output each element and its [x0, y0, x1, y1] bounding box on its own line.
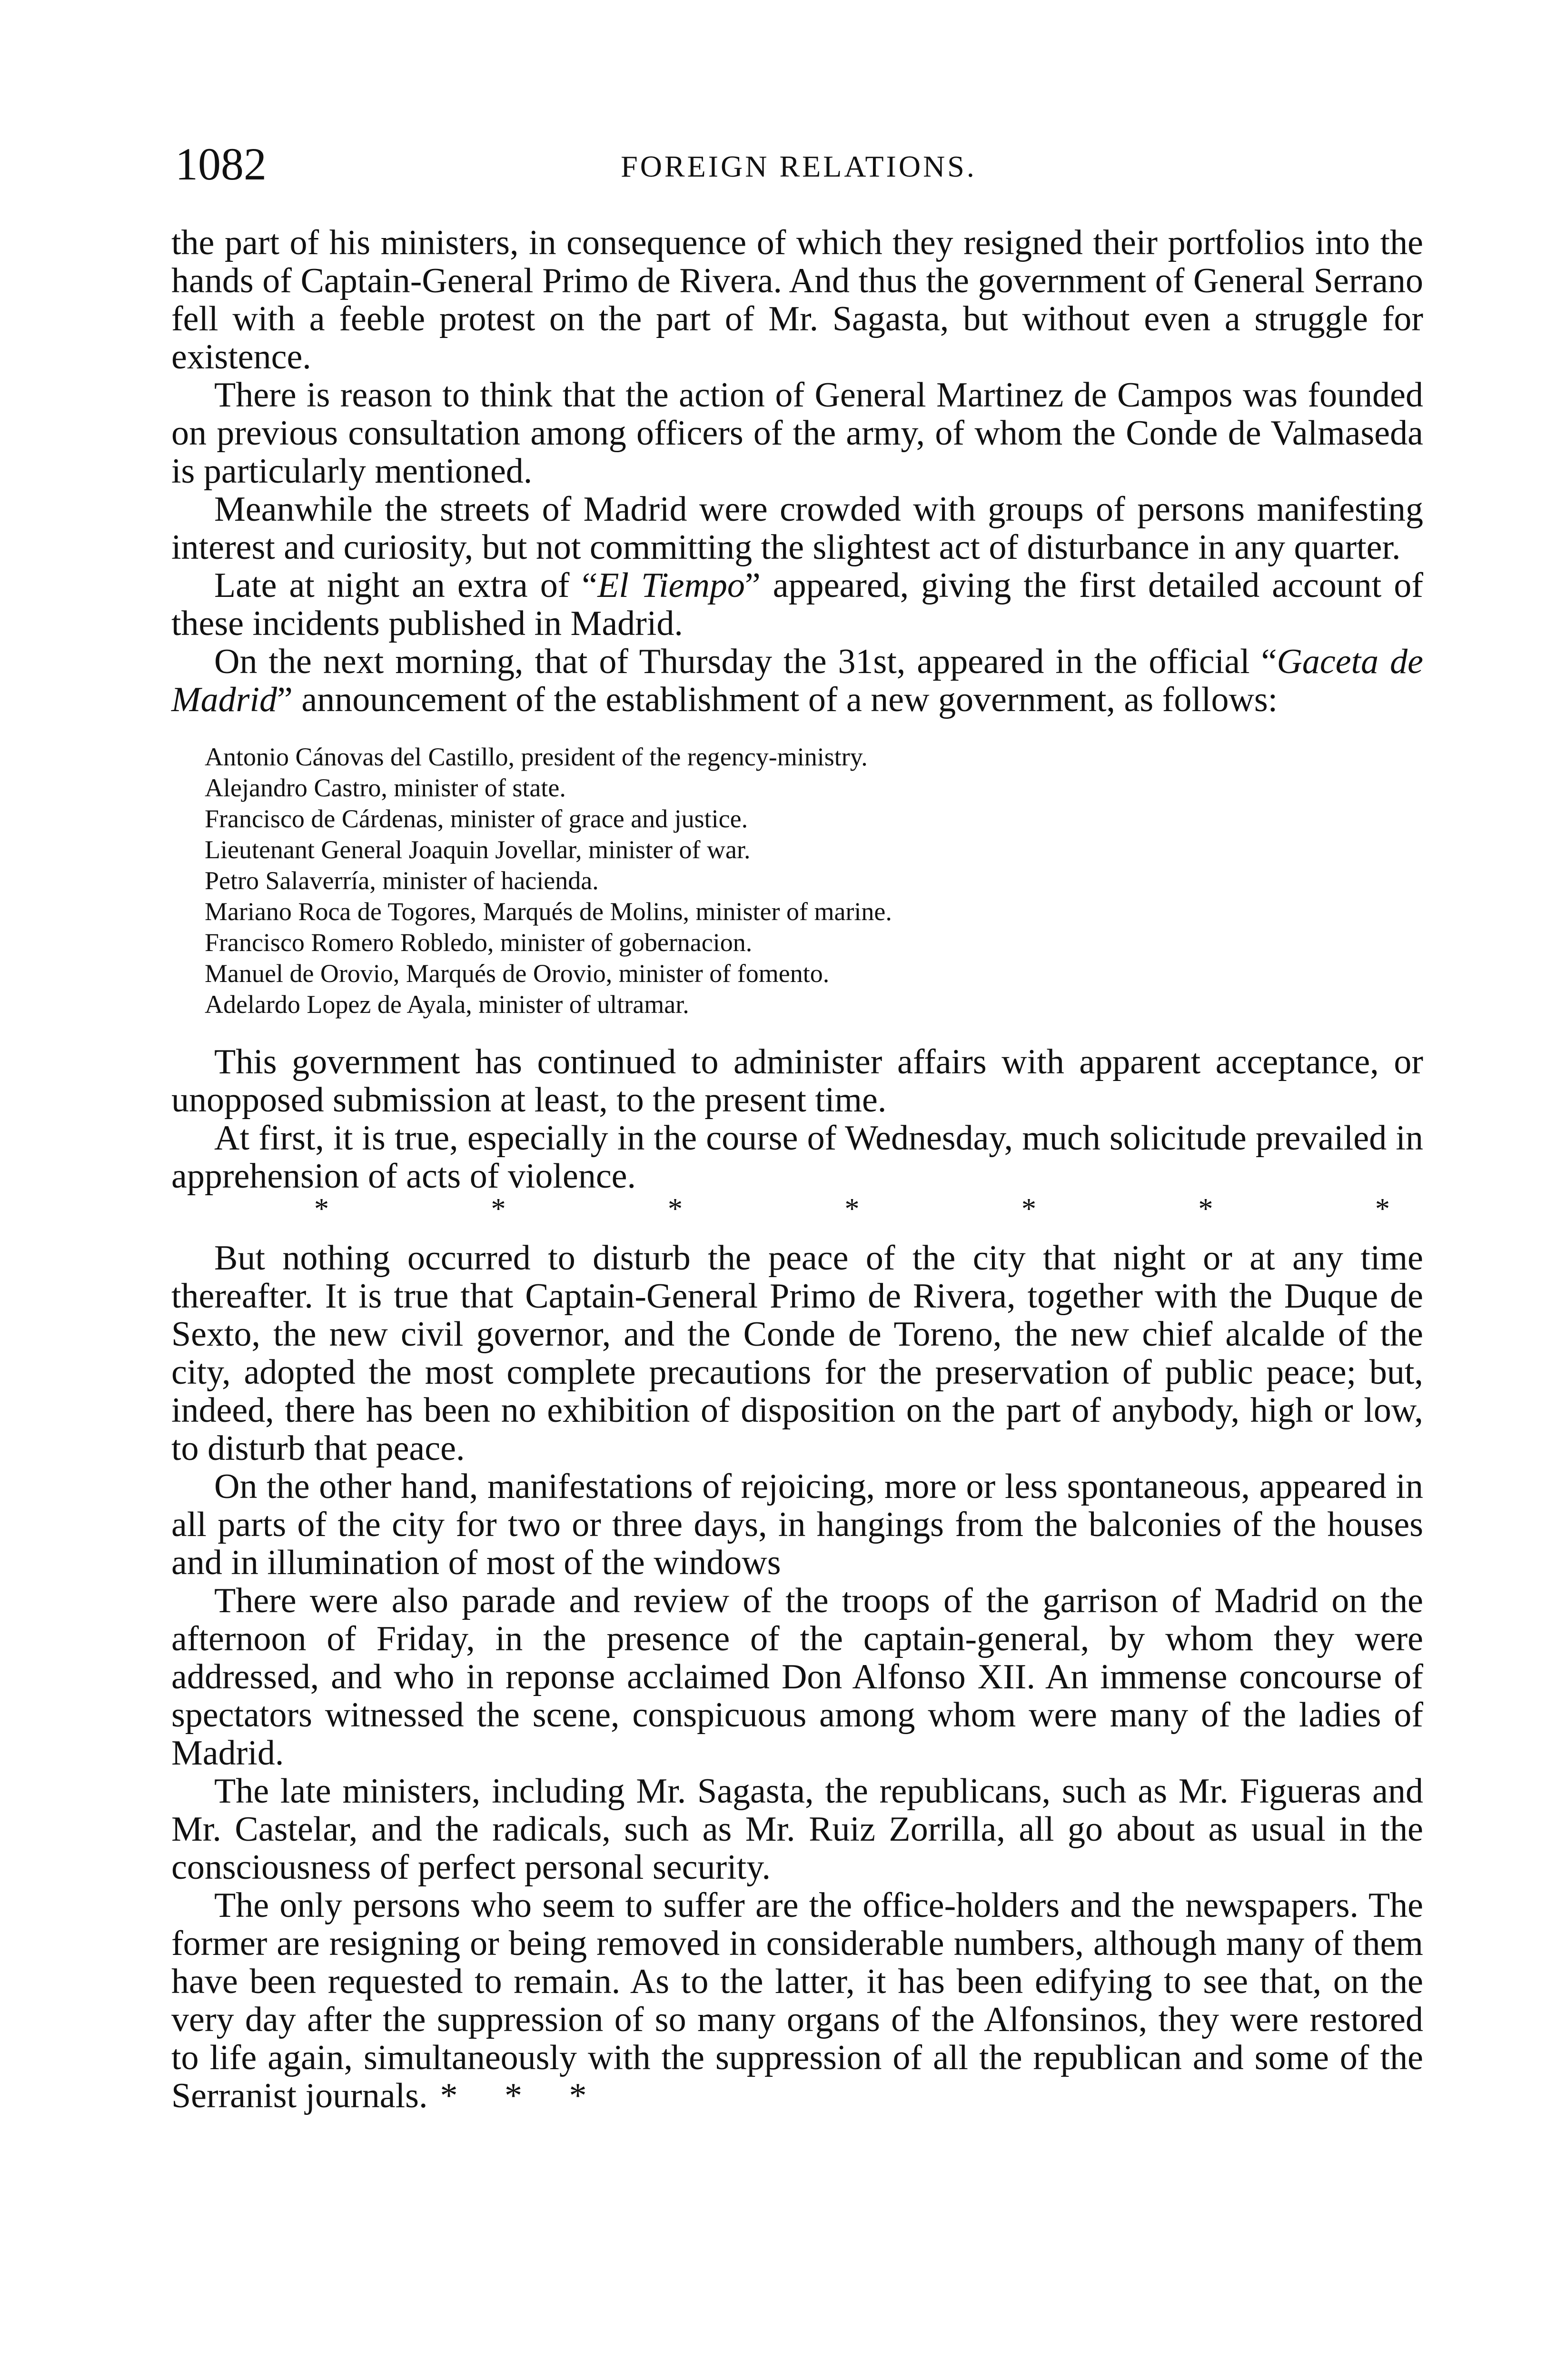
- star: *: [1021, 1193, 1036, 1225]
- star: *: [491, 1193, 506, 1225]
- paragraph: Meanwhile the streets of Madrid were crowded with groups of persons manifesting interest and curiosity, but not committing the slightest act of disturbance in any quarter.: [171, 490, 1423, 567]
- star: *: [314, 1193, 329, 1225]
- star: *: [1198, 1193, 1213, 1225]
- paragraph: [171, 1886, 1423, 2115]
- list-item: Francisco de Cárdenas, minister of grace and justice.: [205, 804, 748, 833]
- page-number: 1082: [175, 139, 267, 189]
- paragraph: There is reason to think that the action of General Martinez de Campos was founded on previous consultation among officers of the army, of whom the Conde de Valmaseda is particularly mentioned.: [171, 376, 1423, 491]
- paragraph: There were also parade and review of the troops of the garrison of Madrid on the afternoon of Friday, in the presence of the captain-general, by whom they were addressed, and who in reponse acclaimed Don Alfonso XII. An immense concourse of spectators witnessed the scene, conspicuous among whom were many of the ladies of Madrid.: [171, 1581, 1423, 1773]
- paragraph-text: On the next morning, that of Thursday the 31st, appeared in the official “: [214, 642, 1277, 681]
- ministers-list: [205, 742, 1423, 1020]
- paragraph-text: ” announcement of the establishment of a new government, as follows:: [277, 680, 1278, 719]
- star: *: [844, 1193, 860, 1225]
- paragraph: But nothing occurred to disturb the peace of the city that night or at any time thereafter. It is true that Captain-General Primo de Rivera, together with the Duque de Sexto, the new civil governor, and the Conde de Toreno, the new chief alcalde of the city, adopted the most complete precautions for the preservation of public peace; but, indeed, there has been no exhibition of disposition on the part of anybody, high or low, to disturb that peace.: [171, 1239, 1423, 1468]
- list-item: Mariano Roca de Togores, Marqués de Molins, minister of marine.: [205, 897, 892, 926]
- list-item: Francisco Romero Robledo, minister of gobernacion.: [205, 928, 753, 957]
- list-item: Antonio Cánovas del Castillo, president of the regency-ministry.: [205, 743, 868, 771]
- paragraph: At first, it is true, especially in the course of Wednesday, much solicitude prevailed in apprehension of acts of violence.: [171, 1119, 1423, 1196]
- paragraph: On the other hand, manifestations of rejoicing, more or less spontaneous, appeared in all parts of the city for two or three days, in hangings from the balconies of the houses and in illumination of most of the windows: [171, 1467, 1423, 1582]
- paragraph: the part of his ministers, in consequence of which they resigned their portfolios into the hands of Captain-General Primo de Rivera. And thus the government of General Serrano fell with a feeble protest on the part of Mr. Sagasta, but without even a struggle for existence.: [171, 223, 1423, 377]
- page-header: [175, 138, 1422, 190]
- running-head: FOREIGN RELATIONS.: [621, 149, 977, 183]
- star: *: [668, 1193, 683, 1225]
- paragraph: [171, 566, 1423, 643]
- paragraph: [171, 643, 1423, 719]
- list-item: Alejandro Castro, minister of state.: [205, 774, 566, 802]
- star: *: [1375, 1193, 1390, 1225]
- gazette-title: Gaceta de Madrid: [171, 642, 1423, 719]
- list-item: Manuel de Orovio, Marqués de Orovio, minister of fomento.: [205, 959, 830, 988]
- paragraph-text: The only persons who seem to suffer are the office-holders and the newspapers. The former are resigning or being removed in considerable numbers, although many of them have been requested to remain. As to the latter, it has been edifying to see that, on the very day after the suppression of so many organs of the Alfonsinos, they were restored to life again, simultaneously with the suppression of all the republican and some of the Serranist journals.: [171, 1886, 1423, 2115]
- body-text: [171, 224, 1423, 2115]
- list-item: Petro Salaverría, minister of hacienda.: [205, 866, 599, 895]
- separator-stars: [171, 1195, 1423, 1223]
- end-stars: * * *: [440, 2076, 606, 2115]
- list-item: Adelardo Lopez de Ayala, minister of ultramar.: [205, 990, 689, 1019]
- paragraph-text: Late at night an extra of “: [214, 566, 598, 605]
- newspaper-title: El Tiempo: [597, 566, 745, 605]
- paragraph: This government has continued to administer affairs with apparent acceptance, or unopposed submission at least, to the present time.: [171, 1042, 1423, 1120]
- list-item: Lieutenant General Joaquin Jovellar, minister of war.: [205, 835, 751, 864]
- paragraph-text: ” appeared, giving the first detailed account of these incidents published in Madrid.: [171, 566, 1423, 643]
- paragraph: The late ministers, including Mr. Sagasta, the republicans, such as Mr. Figueras and Mr. Castelar, and the radicals, such as Mr. Ruiz Zorrilla, all go about as usual in the consciousness of perfect personal security.: [171, 1772, 1423, 1887]
